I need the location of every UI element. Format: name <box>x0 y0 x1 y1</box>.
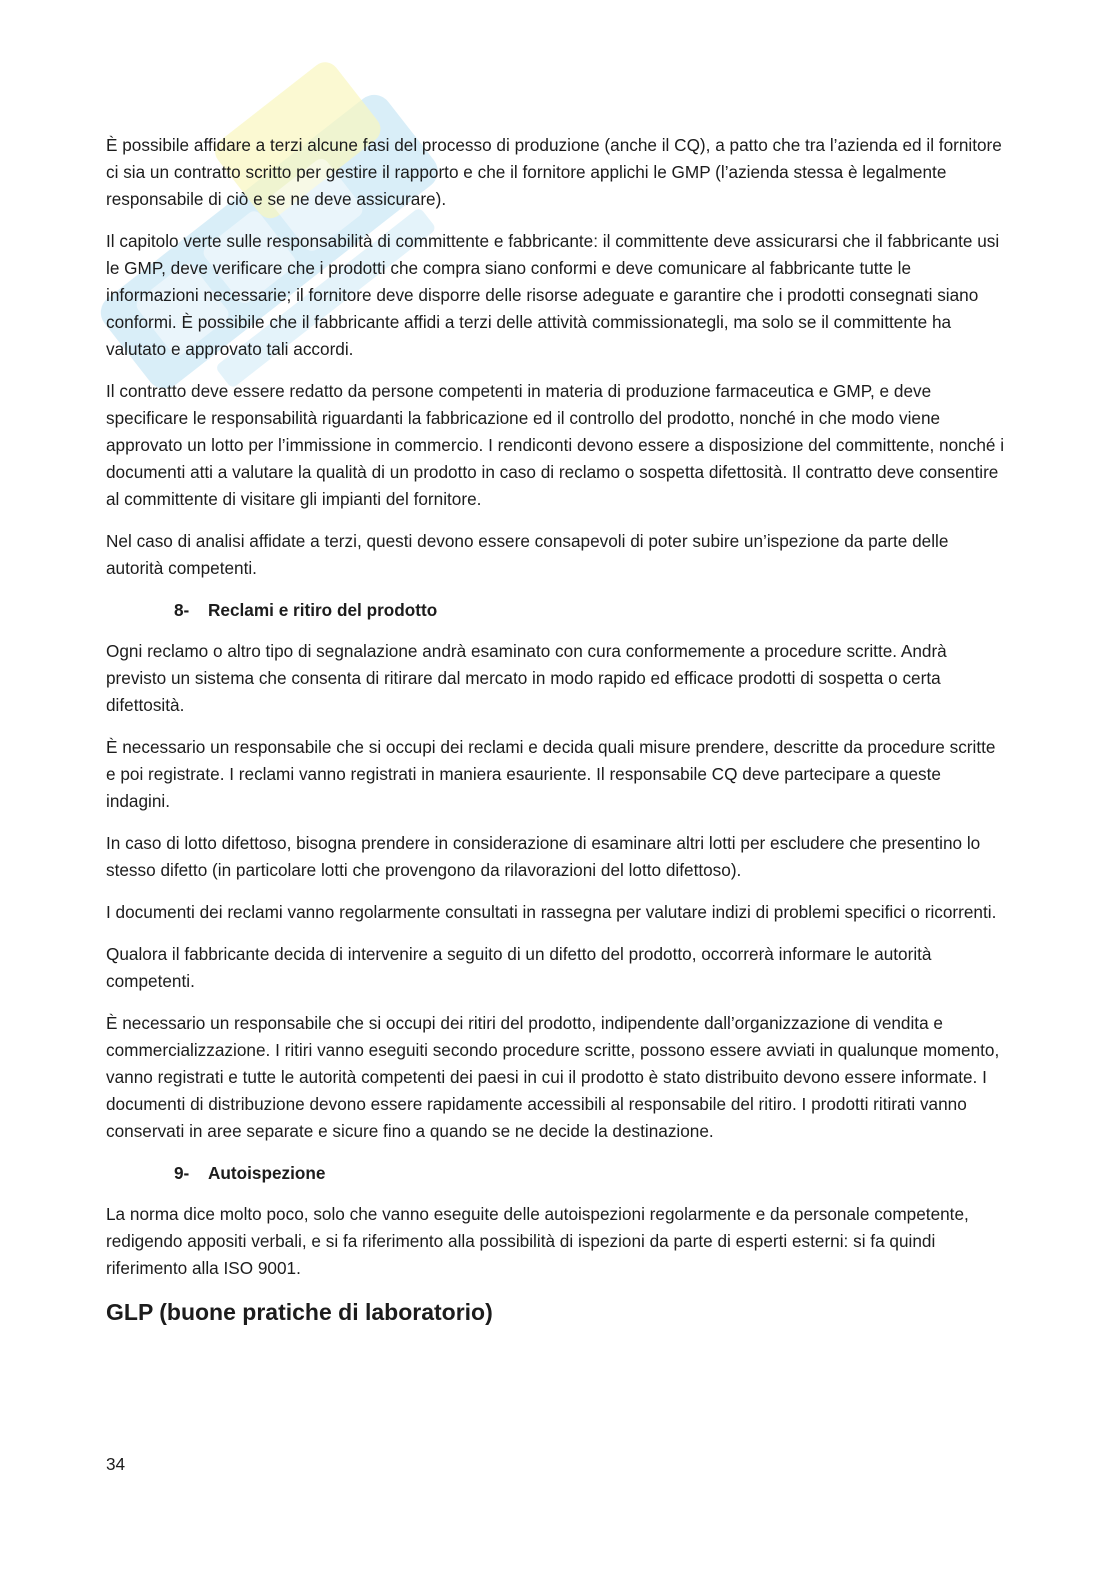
paragraph: Ogni reclamo o altro tipo di segnalazione andrà esaminato con cura conformemente a procedure scritte. Andrà previsto un sistema che consenta di ritirare dal mercato in modo rapido ed efficace prodotti di sospetta o certa difettosità. <box>106 641 947 715</box>
section-heading-8 <box>174 597 1006 624</box>
paragraph: Nel caso di analisi affidate a terzi, questi devono essere consapevoli di poter subire un’ispezione da parte delle autorità competenti. <box>106 531 949 578</box>
paragraph: I documenti dei reclami vanno regolarmente consultati in rassegna per valutare indizi di problemi specifici o ricorrenti. <box>106 902 997 922</box>
section-number: 9- <box>174 1163 190 1183</box>
paragraph: È necessario un responsabile che si occupi dei ritiri del prodotto, indipendente dall’organizzazione di vendita e commercializzazione. I ritiri vanno eseguiti secondo procedure scritte, possono essere avviati in qualunque momento, vanno registrati e tutte le autorità competenti dei paesi in cui il prodotto è stato distribuito devono essere informate. I documenti di distribuzione devono essere rapidamente accessibili al responsabile del ritiro. I prodotti ritirati vanno conservati in aree separate e sicure fino a quando se ne decide la destinazione. <box>106 1013 1000 1141</box>
page-number: 34 <box>106 1454 126 1474</box>
section-title: Autoispezione <box>208 1163 326 1183</box>
paragraph: In caso di lotto difettoso, bisogna prendere in considerazione di esaminare altri lotti per escludere che presentino lo stesso difetto (in particolare lotti che provengono da rilavorazioni del lotto difettoso). <box>106 833 981 880</box>
document-page <box>106 132 1006 1327</box>
paragraph: Il capitolo verte sulle responsabilità di committente e fabbricante: il committente deve assicurarsi che il fabbricante usi le GMP, deve verificare che i prodotti che compra siano conformi e deve comunicare al fabbricante tutte le informazioni necessarie; il fornitore deve disporre delle risorse adeguate e garantire che i prodotti consegnati siano conformi. È possibile che il fabbricante affidi a terzi delle attività commissionategli, ma solo se il committente ha valutato e approvato tali accordi. <box>106 231 1000 359</box>
glp-heading: GLP (buone pratiche di laboratorio) <box>106 1299 493 1325</box>
section-title: Reclami e ritiro del prodotto <box>208 600 438 620</box>
section-heading-9 <box>174 1160 1006 1187</box>
paragraph: È possibile affidare a terzi alcune fasi del processo di produzione (anche il CQ), a patto che tra l’azienda ed il fornitore ci sia un contratto scritto per gestire il rapporto e che il fornitore applichi le GMP (l’azienda stessa è legalmente responsabile di ciò e se ne deve assicurare). <box>106 135 1002 209</box>
section-number: 8- <box>174 600 190 620</box>
paragraph: Il contratto deve essere redatto da persone competenti in materia di produzione farmaceutica e GMP, e deve specificare le responsabilità riguardanti la fabbricazione ed il controllo del prodotto, nonché in che modo viene approvato un lotto per l’immissione in commercio. I rendiconti devono essere a disposizione del committente, nonché i documenti atti a valutare la qualità di un prodotto in caso di reclamo o sospetta difettosità. Il contratto deve consentire al committente di visitare gli impianti del fornitore. <box>106 381 1005 509</box>
paragraph: Qualora il fabbricante decida di intervenire a seguito di un difetto del prodotto, occorrerà informare le autorità competenti. <box>106 944 932 991</box>
paragraph: La norma dice molto poco, solo che vanno eseguite delle autoispezioni regolarmente e da personale competente, redigendo appositi verbali, e si fa riferimento alla possibilità di ispezioni da parte di esperti esterni: si fa quindi riferimento alla ISO 9001. <box>106 1204 969 1278</box>
paragraph: È necessario un responsabile che si occupi dei reclami e decida quali misure prendere, descritte da procedure scritte e poi registrate. I reclami vanno registrati in maniera esauriente. Il responsabile CQ deve partecipare a queste indagini. <box>106 737 996 811</box>
